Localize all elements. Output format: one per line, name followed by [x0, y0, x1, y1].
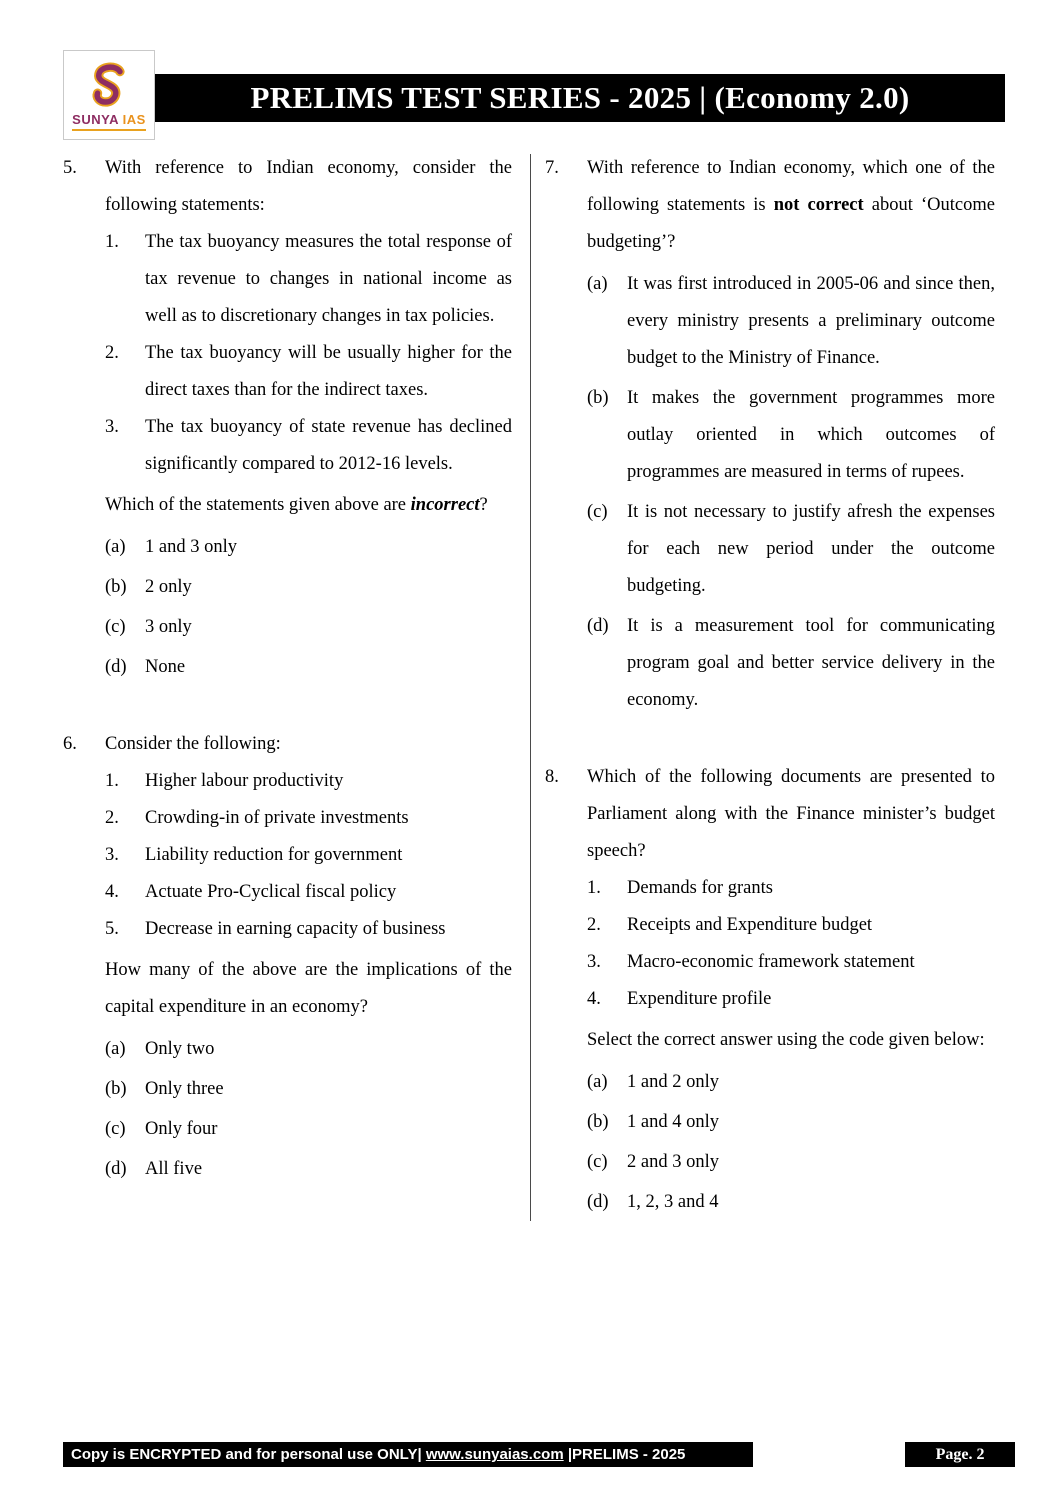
option-c: [105, 1111, 512, 1148]
question-number: 5.: [63, 158, 77, 178]
column-divider: [530, 154, 531, 1221]
website-link[interactable]: www.sunyaias.com: [425, 1446, 564, 1463]
statement-list: [105, 763, 512, 948]
option-c: [105, 609, 512, 646]
question-intro: With reference to Indian economy, consider the following statements:: [105, 158, 512, 215]
option-text: None: [145, 657, 186, 677]
question-5: [63, 150, 512, 686]
statement-text: Macro-economic framework statement: [627, 952, 915, 972]
option-a: [105, 529, 512, 566]
question-6: [63, 726, 512, 1188]
statement-2: [105, 800, 512, 837]
option-label: (c): [587, 502, 608, 522]
option-label: (b): [587, 388, 609, 408]
statement-number: 1.: [105, 232, 119, 252]
option-label: (a): [587, 274, 608, 294]
statement-number: 4.: [587, 989, 601, 1009]
option-d: [587, 1184, 995, 1221]
statement-number: 4.: [105, 882, 119, 902]
statement-number: 2.: [587, 915, 601, 935]
option-text: 1 and 3 only: [145, 537, 237, 557]
statement-number: 3.: [105, 417, 119, 437]
footer-spacer: [753, 1442, 905, 1467]
option-text: 3 only: [145, 617, 192, 637]
option-label: (c): [105, 617, 126, 637]
statement-text: The tax buoyancy of state revenue has declined significantly compared to 2012-16 levels.: [145, 417, 512, 474]
statement-text: Higher labour productivity: [145, 771, 344, 791]
statement-number: 2.: [105, 808, 119, 828]
statement-text: Expenditure profile: [627, 989, 772, 1009]
footer-notice-text: Copy is ENCRYPTED and for personal use ONLY|: [71, 1446, 426, 1463]
title-banner: [155, 74, 1005, 122]
statement-text: Demands for grants: [627, 878, 773, 898]
page-number: Page. 2: [905, 1442, 1015, 1467]
option-text: 1, 2, 3 and 4: [627, 1192, 719, 1212]
option-label: (c): [105, 1119, 126, 1139]
questions-content: [0, 140, 1059, 1221]
statement-3: [105, 837, 512, 874]
option-text: 1 and 2 only: [627, 1072, 719, 1092]
option-c: [587, 494, 995, 605]
option-text: It makes the government programmes more outlay oriented in which outcomes of programmes are measured in terms of rupees.: [627, 388, 995, 482]
option-label: (a): [587, 1072, 608, 1092]
statement-list: [105, 224, 512, 483]
option-b: [587, 1104, 995, 1141]
option-label: (a): [105, 537, 126, 557]
option-d: [587, 608, 995, 719]
option-b: [105, 1071, 512, 1108]
page-title: PRELIMS TEST SERIES - 2025 | (Economy 2.0): [250, 80, 910, 115]
option-text: Only two: [145, 1039, 215, 1059]
question-intro: [587, 150, 995, 261]
option-c: [587, 1144, 995, 1181]
logo-wordmark: [72, 113, 146, 131]
question-stem: How many of the above are the implications of the capital expenditure in an economy?: [105, 960, 512, 1017]
right-column: [545, 150, 995, 1221]
stem-text: ?: [479, 495, 488, 515]
option-text: 2 only: [145, 577, 192, 597]
stem-emphasis: incorrect: [410, 495, 480, 515]
statement-1: [105, 763, 512, 800]
question-stem: [105, 487, 512, 524]
option-text: Only three: [145, 1079, 224, 1099]
option-label: (c): [587, 1152, 608, 1172]
option-list: [587, 266, 995, 719]
option-text: Only four: [145, 1119, 218, 1139]
option-label: (d): [587, 616, 609, 636]
option-d: [105, 1151, 512, 1188]
header: [0, 0, 1059, 140]
option-label: (b): [105, 1079, 127, 1099]
question-stem: Select the correct answer using the code given below:: [587, 1030, 985, 1050]
option-text: It was first introduced in 2005-06 and since then, every ministry presents a preliminary outcome budget to the Ministry of Finance.: [627, 274, 995, 368]
statement-4: [105, 874, 512, 911]
statement-number: 2.: [105, 343, 119, 363]
option-b: [587, 380, 995, 491]
option-text: 2 and 3 only: [627, 1152, 719, 1172]
option-label: (d): [587, 1192, 609, 1212]
question-7: [545, 150, 995, 719]
footer-notice: [63, 1442, 753, 1467]
statement-text: The tax buoyancy measures the total response of tax revenue to changes in national income as well as to discretionary changes in tax policies.: [145, 232, 512, 326]
option-a: [587, 266, 995, 377]
intro-emphasis: not correct: [773, 195, 864, 215]
option-text: It is a measurement tool for communicating program goal and better service delivery in the economy.: [627, 616, 995, 710]
sunya-s-swirl-icon: [82, 59, 136, 113]
sunya-ias-logo: [63, 50, 155, 140]
statement-text: Decrease in earning capacity of business: [145, 919, 446, 939]
question-number: 8.: [545, 767, 559, 787]
statement-1: [587, 870, 995, 907]
question-intro: Which of the following documents are presented to Parliament along with the Finance minister’s budget speech?: [587, 767, 995, 861]
statement-number: 1.: [105, 771, 119, 791]
statement-text: Actuate Pro-Cyclical fiscal policy: [145, 882, 397, 902]
statement-3: [587, 944, 995, 981]
statement-text: Crowding-in of private investments: [145, 808, 409, 828]
stem-text: Which of the statements given above are: [105, 495, 411, 515]
logo-ias-text: IAS: [122, 111, 146, 127]
option-list: [105, 1031, 512, 1188]
option-b: [105, 569, 512, 606]
option-list: [105, 529, 512, 686]
footer-notice-text: |PRELIMS - 2025: [563, 1446, 686, 1463]
statement-text: Receipts and Expenditure budget: [627, 915, 873, 935]
option-label: (b): [105, 577, 127, 597]
statement-number: 3.: [105, 845, 119, 865]
statement-text: The tax buoyancy will be usually higher for the direct taxes than for the indirect taxes.: [145, 343, 512, 400]
option-label: (b): [587, 1112, 609, 1132]
question-number: 6.: [63, 734, 77, 754]
statement-5: [105, 911, 512, 948]
statement-2: [587, 907, 995, 944]
logo-sunya-text: SUNYA: [72, 111, 119, 127]
option-a: [587, 1064, 995, 1101]
statement-number: 3.: [587, 952, 601, 972]
option-label: (d): [105, 1159, 127, 1179]
option-label: (a): [105, 1039, 126, 1059]
statement-list: [587, 870, 995, 1018]
left-column: [63, 150, 512, 1221]
question-number: 7.: [545, 158, 559, 178]
option-a: [105, 1031, 512, 1068]
statement-1: [105, 224, 512, 335]
statement-text: Liability reduction for government: [145, 845, 403, 865]
question-intro: Consider the following:: [105, 734, 281, 754]
statement-number: 5.: [105, 919, 119, 939]
option-list: [587, 1064, 995, 1221]
option-label: (d): [105, 657, 127, 677]
option-text: 1 and 4 only: [627, 1112, 719, 1132]
statement-3: [105, 409, 512, 483]
option-d: [105, 649, 512, 686]
intro-text: With reference to Indian economy, which one of the following statements is: [587, 158, 995, 215]
statement-4: [587, 981, 995, 1018]
statement-2: [105, 335, 512, 409]
option-text: All five: [145, 1159, 203, 1179]
intro-text: about ‘Outcome budgeting’?: [587, 195, 995, 252]
question-8: [545, 759, 995, 1221]
option-text: It is not necessary to justify afresh the expenses for each new period under the outcome budgeting.: [627, 502, 995, 596]
footer: [63, 1442, 1015, 1467]
statement-number: 1.: [587, 878, 601, 898]
